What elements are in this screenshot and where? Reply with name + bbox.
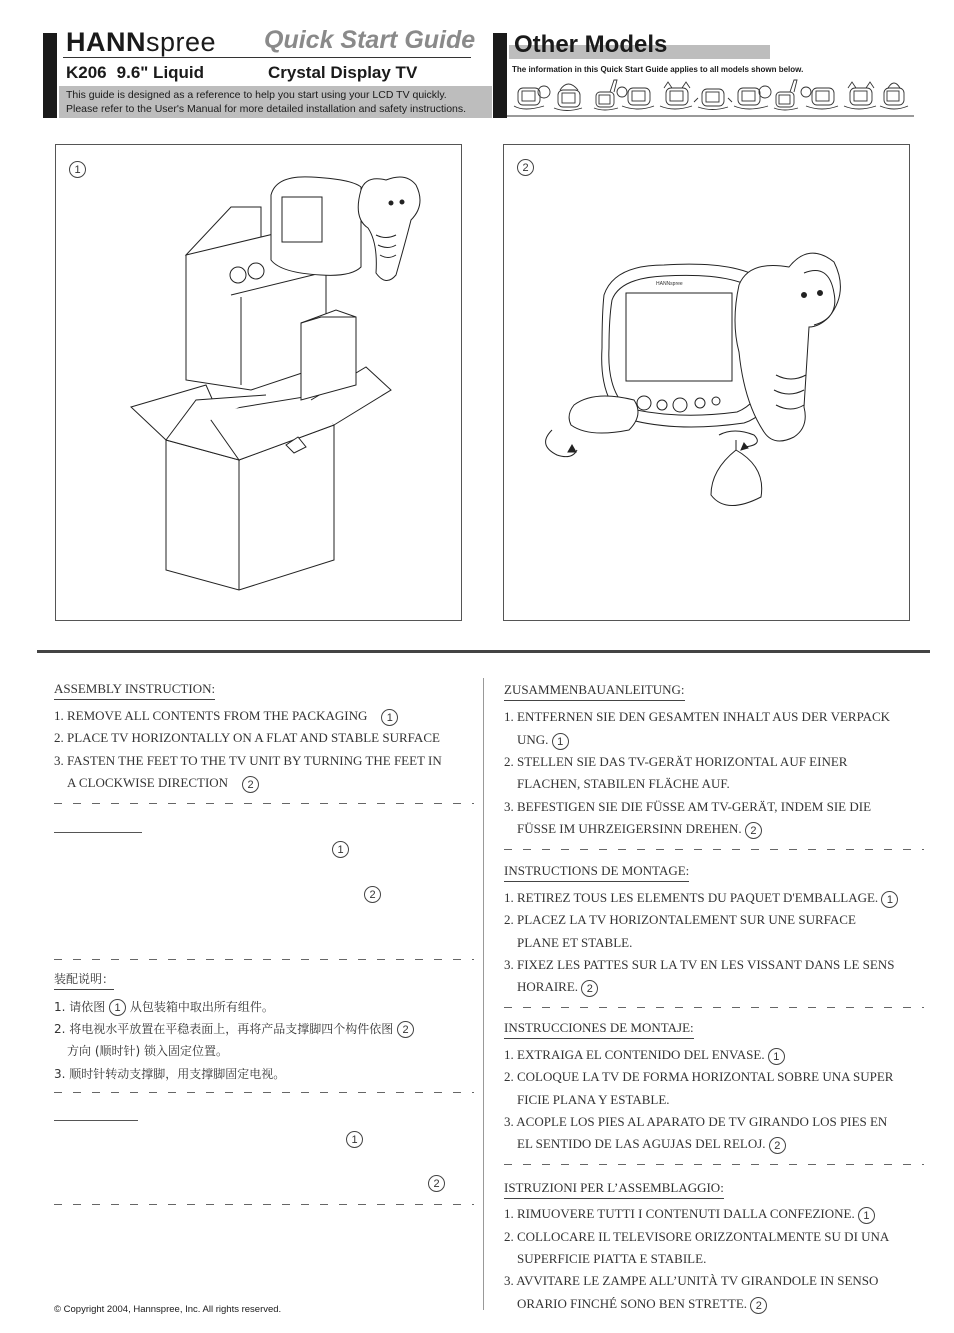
copyright: © Copyright 2004, Hannspree, Inc. All rights reserved. [54, 1304, 282, 1315]
model-thumb-2 [554, 84, 582, 111]
column-divider [483, 678, 484, 1310]
italian-item-3: 3. AVVITARE LE ZAMPE ALL’UNITÀ TV GIRANDOLE IN SENSO [504, 1273, 879, 1288]
french-item-3-cont: HORAIRE. 2 [517, 976, 598, 999]
other-models-rule [507, 115, 914, 117]
italian-section [504, 1179, 724, 1199]
header-note: This guide is designed as a reference to help you start using your LCD TV quickly. Please refer to the User's Manual for more detailed installation and safety instructions. [66, 89, 467, 115]
chinese-section [54, 970, 114, 990]
chinese-item-3: 3. 顺时针转动支撑脚，用支撑脚固定电视。 [54, 1067, 286, 1081]
dashed-separator [54, 959, 474, 961]
other-models-accent-bar [493, 33, 507, 118]
german-item-1-cont: UNG. 1 [517, 729, 569, 752]
other-models-note: The information in this Quick Start Guide applies to all models shown below. [512, 65, 804, 74]
figure-number: 2 [517, 159, 534, 176]
chinese-item-2-cont: 方向 (顺时针) 锁入固定位置。 [67, 1044, 228, 1058]
chinese-item-2: 2. 将电视水平放置在平稳表面上，再将产品支撑脚四个构件依图 2 [54, 1018, 414, 1041]
ref-figure-1: 1 [346, 1131, 363, 1148]
model-thumb-9 [801, 87, 838, 109]
model-thumb-5 [660, 82, 692, 109]
model-thumb-11 [880, 83, 908, 109]
header-accent-bar [43, 33, 57, 118]
english-section [54, 680, 215, 700]
model-thumb-6 [694, 89, 732, 110]
german-section [504, 681, 685, 701]
dashed-separator [504, 849, 924, 851]
figure-feet-assembly [503, 144, 910, 621]
chinese-title: 装配说明： [54, 970, 114, 990]
brand-logo: HANNspree [66, 27, 217, 57]
french-section [504, 862, 689, 882]
spanish-item-3: 3. ACOPLE LOS PIES AL APARATO DE TV GIRANDO LOS PIES EN [504, 1114, 888, 1129]
unpacking-illustration [56, 145, 461, 620]
english-item-1: 1. REMOVE ALL CONTENTS FROM THE PACKAGING 1 [54, 705, 398, 728]
model-thumb-3 [594, 80, 618, 110]
german-item-2: 2. STELLEN SIE DAS TV-GERÄT HORIZONTAL AUF EINER [504, 754, 848, 769]
italian-title: ISTRUZIONI PER L’ASSEMBLAGGIO: [504, 1180, 724, 1199]
english-item-2: 2. PLACE TV HORIZONTALLY ON A FLAT AND STABLE SURFACE [54, 730, 440, 745]
italian-item-3-cont: ORARIO FINCHÉ SONO BEN STRETTE. 2 [517, 1293, 767, 1316]
model-thumbnails [512, 76, 912, 114]
ref-figure-1: 1 [332, 841, 349, 858]
french-item-1: 1. RETIREZ TOUS LES ELEMENTS DU PAQUET D'EMBALLAGE. 1 [504, 887, 898, 910]
spanish-item-2-cont: FICIE PLANA Y ESTABLE. [517, 1092, 670, 1107]
other-models-title: Other Models [514, 31, 668, 58]
spanish-item-3-cont: EL SENTIDO DE LAS AGUJAS DEL RELOJ. 2 [517, 1133, 786, 1156]
model-description: Crystal Display TV [268, 63, 418, 82]
german-title: ZUSAMMENBAUANLEITUNG: [504, 682, 685, 701]
chinese-item-1: 1. 请依图 1 从包装箱中取出所有组件。 [54, 1000, 274, 1014]
model-thumb-8 [774, 80, 798, 110]
blank-title-rule [54, 832, 142, 833]
italian-item-2: 2. COLLOCARE IL TELEVISORE ORIZZONTALMENTE SU DI UNA [504, 1229, 890, 1244]
dashed-separator [504, 1164, 924, 1166]
figure-number: 1 [69, 161, 86, 178]
model-thumb-1 [514, 86, 550, 109]
english-title: ASSEMBLY INSTRUCTION: [54, 681, 215, 700]
french-item-3: 3. FIXEZ LES PATTES SUR LA TV EN LES VISSANT DANS LE SENS [504, 957, 895, 972]
model-line: K206 9.6" Liquid [66, 63, 205, 82]
french-item-2: 2. PLACEZ LA TV HORIZONTALEMENT SUR UNE SURFACE [504, 912, 856, 927]
dashed-separator [54, 803, 474, 805]
german-item-3: 3. BEFESTIGEN SIE DIE FÜSSE AM TV-GERÄT, INDEM SIE DIE [504, 799, 872, 814]
french-title: INSTRUCTIONS DE MONTAGE: [504, 863, 689, 882]
french-item-2-cont: PLANE ET STABLE. [517, 935, 633, 950]
guide-title: Quick Start Guide [264, 26, 476, 54]
english-item-3: 3. FASTEN THE FEET TO THE TV UNIT BY TURNING THE FEET IN [54, 753, 442, 768]
ref-figure-2: 2 [428, 1175, 445, 1192]
header-rule [63, 57, 471, 58]
figure-unpacking [55, 144, 462, 621]
model-thumb-4 [617, 87, 654, 109]
model-thumb-7 [734, 86, 771, 109]
model-thumb-10 [844, 82, 876, 109]
dashed-separator [54, 1092, 474, 1094]
german-item-1: 1. ENTFERNEN SIE DEN GESAMTEN INHALT AUS DER VERPACK [504, 709, 891, 724]
ref-figure-2: 2 [364, 886, 381, 903]
german-item-2-cont: FLACHEN, STABILEN FLÄCHE AUF. [517, 776, 730, 791]
dashed-separator [504, 1007, 924, 1009]
spanish-section [504, 1019, 694, 1039]
german-item-3-cont: FÜSSE IM UHRZEIGERSINN DREHEN. 2 [517, 818, 762, 841]
section-divider [37, 650, 930, 653]
dashed-separator [54, 1204, 474, 1206]
feet-assembly-illustration [504, 145, 909, 620]
italian-item-2-cont: SUPERFICIE PIATTA E STABILE. [517, 1251, 707, 1266]
spanish-item-2: 2. COLOQUE LA TV DE FORMA HORIZONTAL SOBRE UNA SUPER [504, 1069, 894, 1084]
english-item-3-cont: A CLOCKWISE DIRECTION 2 [67, 772, 259, 795]
tv-brand-label: HANNspree [656, 281, 683, 287]
blank-title-rule [54, 1120, 138, 1121]
spanish-title: INSTRUCCIONES DE MONTAJE: [504, 1020, 694, 1039]
spanish-item-1: 1. EXTRAIGA EL CONTENIDO DEL ENVASE. 1 [504, 1044, 785, 1067]
italian-item-1: 1. RIMUOVERE TUTTI I CONTENUTI DALLA CONFEZIONE. 1 [504, 1203, 875, 1226]
